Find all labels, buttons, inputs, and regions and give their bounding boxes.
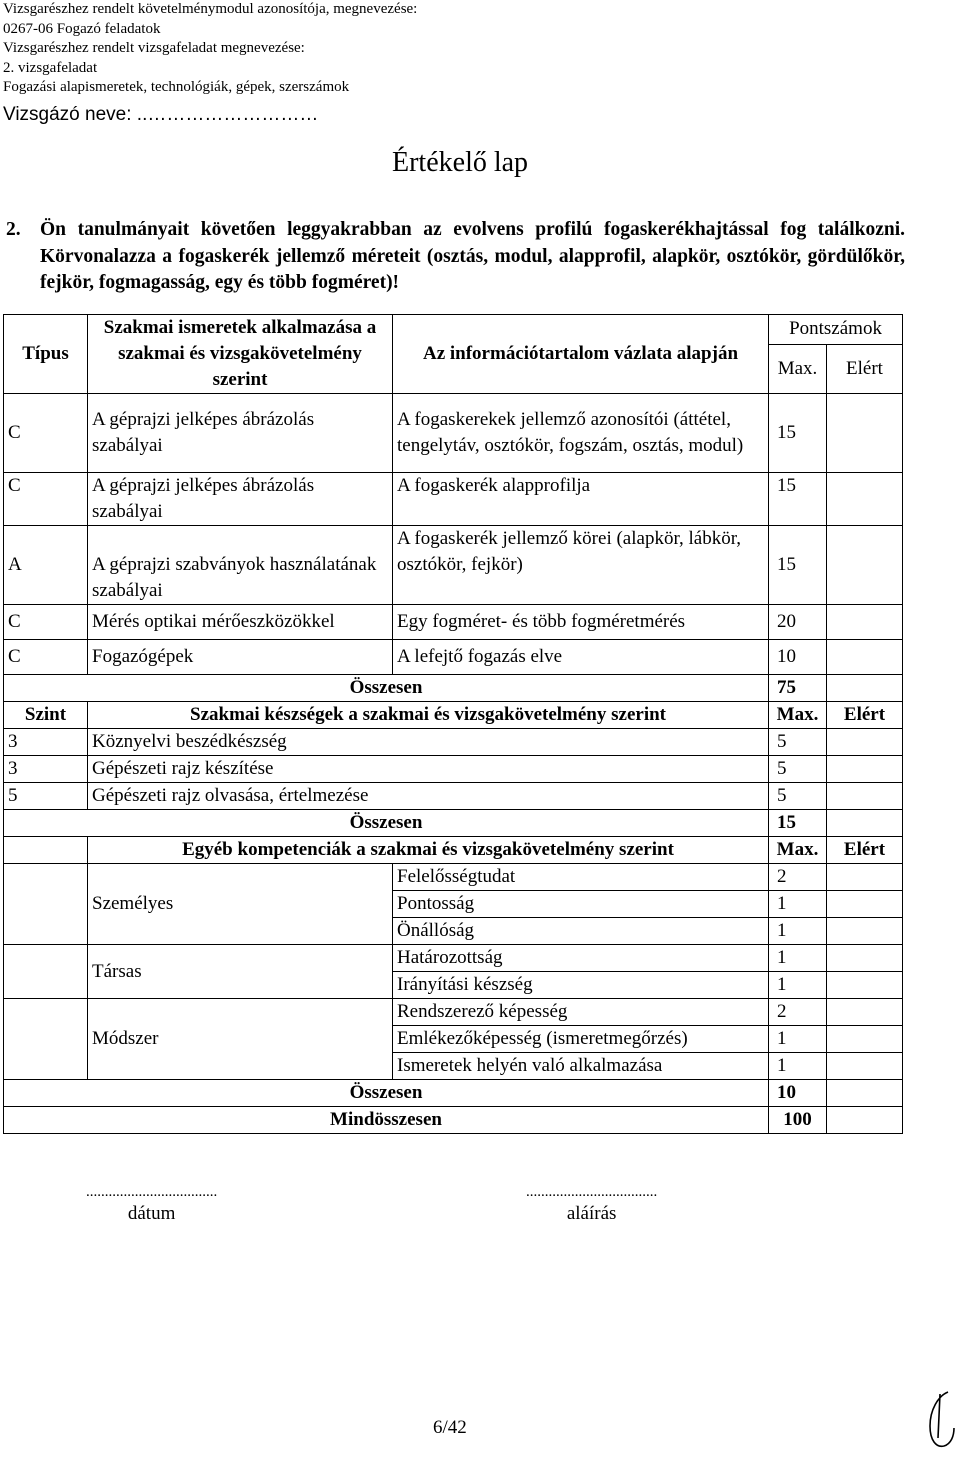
col-header-achieved: Elért xyxy=(827,702,903,729)
skill-max: 5 xyxy=(769,756,827,783)
total-achieved[interactable] xyxy=(827,810,903,837)
row-knowledge: Mérés optikai mérőeszközökkel xyxy=(88,605,393,640)
row-achieved[interactable] xyxy=(827,394,903,473)
row-max: 20 xyxy=(769,605,827,640)
row-knowledge: A géprajzi jelképes ábrázolás szabályai xyxy=(88,394,393,473)
skill-name: Köznyelvi beszédkészség xyxy=(88,729,769,756)
row-info: A fogaskerék alapprofilja xyxy=(393,473,769,526)
competency-max: 1 xyxy=(769,1026,827,1053)
row-max: 15 xyxy=(769,526,827,605)
empty-cell xyxy=(4,837,88,864)
task-number: 2. xyxy=(6,219,21,240)
total-label: Összesen xyxy=(4,675,769,702)
competencies-title: Egyéb kompetenciák a szakmai és vizsgakövetelmény szerint xyxy=(88,837,769,864)
total-row xyxy=(4,810,903,837)
signature-line: ................................... xyxy=(526,1184,658,1200)
competency-achieved[interactable] xyxy=(827,972,903,999)
competency-achieved[interactable] xyxy=(827,1053,903,1080)
header-line: Vizsgarészhez rendelt követelménymodul azonosítója, megnevezése: xyxy=(3,1,418,17)
empty-cell xyxy=(4,999,88,1080)
row-info: A fogaskerekek jellemző azonosítói (áttétel, tengelytáv, osztókör, fogszám, osztás, modul) xyxy=(393,394,769,473)
date-line: ................................... xyxy=(86,1184,218,1200)
table-row xyxy=(4,864,903,891)
skill-max: 5 xyxy=(769,783,827,810)
competency-achieved[interactable] xyxy=(827,1026,903,1053)
row-info: Egy fogméret- és több fogméretmérés xyxy=(393,605,769,640)
total-max: 15 xyxy=(769,810,827,837)
table-row xyxy=(4,526,903,605)
row-type: A xyxy=(4,526,88,605)
document-header xyxy=(3,0,417,98)
grand-total-row xyxy=(4,1107,903,1134)
header-line: Vizsgarészhez rendelt vizsgafeladat megnevezése: xyxy=(3,40,305,56)
competency-name: Ismeretek helyén való alkalmazása xyxy=(393,1053,769,1080)
competency-name: Önállóság xyxy=(393,918,769,945)
col-header-max: Max. xyxy=(769,702,827,729)
competency-name: Határozottság xyxy=(393,945,769,972)
competency-group: Társas xyxy=(88,945,393,999)
date-label: dátum xyxy=(127,1203,176,1224)
table-row xyxy=(4,783,903,810)
competency-max: 1 xyxy=(769,945,827,972)
competency-name: Pontosság xyxy=(393,891,769,918)
total-max: 10 xyxy=(769,1080,827,1107)
competency-name: Emlékezőképesség (ismeretmegőrzés) xyxy=(393,1026,769,1053)
competency-max: 1 xyxy=(769,891,827,918)
skill-level: 5 xyxy=(4,783,88,810)
total-row xyxy=(4,1080,903,1107)
skills-title: Szakmai készségek a szakmai és vizsgakövetelmény szerint xyxy=(88,702,769,729)
signature-block xyxy=(526,1184,657,1225)
date-signature-block xyxy=(86,1184,217,1225)
skill-achieved[interactable] xyxy=(827,783,903,810)
col-header-level: Szint xyxy=(4,702,88,729)
table-row xyxy=(4,756,903,783)
row-type: C xyxy=(4,394,88,473)
col-header-knowledge: Szakmai ismeretek alkalmazása a szakmai és vizsgakövetelmény szerint xyxy=(88,315,393,394)
competency-max: 2 xyxy=(769,864,827,891)
table-row xyxy=(4,945,903,972)
competency-max: 2 xyxy=(769,999,827,1026)
row-knowledge: A géprajzi jelképes ábrázolás szabályai xyxy=(88,473,393,526)
row-type: C xyxy=(4,640,88,675)
table-row xyxy=(4,605,903,640)
row-achieved[interactable] xyxy=(827,605,903,640)
evaluation-table xyxy=(3,314,903,1134)
total-achieved[interactable] xyxy=(827,675,903,702)
skills-header-row xyxy=(4,702,903,729)
skill-name: Gépészeti rajz olvasása, értelmezése xyxy=(88,783,769,810)
row-achieved[interactable] xyxy=(827,640,903,675)
table-row xyxy=(4,999,903,1026)
competency-achieved[interactable] xyxy=(827,999,903,1026)
task-description xyxy=(6,217,905,297)
competency-group: Módszer xyxy=(88,999,393,1080)
competency-max: 1 xyxy=(769,972,827,999)
table-row xyxy=(4,640,903,675)
table-row xyxy=(4,473,903,526)
table-row xyxy=(4,394,903,473)
competencies-header-row xyxy=(4,837,903,864)
competency-name: Irányítási készség xyxy=(393,972,769,999)
total-label: Összesen xyxy=(4,1080,769,1107)
competency-achieved[interactable] xyxy=(827,945,903,972)
row-achieved[interactable] xyxy=(827,473,903,526)
row-info: A lefejtő fogazás elve xyxy=(393,640,769,675)
competency-achieved[interactable] xyxy=(827,864,903,891)
empty-cell xyxy=(4,945,88,999)
signature-label: aláírás xyxy=(566,1203,617,1224)
total-max: 75 xyxy=(769,675,827,702)
table-header-row xyxy=(4,315,903,345)
grand-total-label: Mindösszesen xyxy=(4,1107,769,1134)
skill-achieved[interactable] xyxy=(827,729,903,756)
skill-level: 3 xyxy=(4,729,88,756)
handwritten-mark-icon xyxy=(924,1388,958,1454)
total-row xyxy=(4,675,903,702)
row-max: 10 xyxy=(769,640,827,675)
row-info: A fogaskerék jellemző körei (alapkör, lábkör, osztókör, fejkör) xyxy=(393,526,769,605)
competency-name: Rendszerező képesség xyxy=(393,999,769,1026)
total-label: Összesen xyxy=(4,810,769,837)
row-type: C xyxy=(4,473,88,526)
skill-achieved[interactable] xyxy=(827,756,903,783)
row-achieved[interactable] xyxy=(827,526,903,605)
skill-name: Gépészeti rajz készítése xyxy=(88,756,769,783)
col-header-achieved: Elért xyxy=(827,837,903,864)
col-header-max: Max. xyxy=(769,837,827,864)
row-type: C xyxy=(4,605,88,640)
competency-max: 1 xyxy=(769,918,827,945)
competency-achieved[interactable] xyxy=(827,918,903,945)
grand-total-achieved[interactable] xyxy=(827,1107,903,1134)
competency-achieved[interactable] xyxy=(827,891,903,918)
total-achieved[interactable] xyxy=(827,1080,903,1107)
competency-group: Személyes xyxy=(88,864,393,945)
row-knowledge: A géprajzi szabványok használatának szabályai xyxy=(88,526,393,605)
table-row xyxy=(4,729,903,756)
col-header-points: Pontszámok xyxy=(769,315,903,345)
header-line: 2. vizsgafeladat xyxy=(3,59,98,76)
row-knowledge: Fogazógépek xyxy=(88,640,393,675)
page-number: 6/42 xyxy=(433,1417,467,1438)
grand-total-max: 100 xyxy=(769,1107,827,1134)
task-text: Ön tanulmányait követően leggyakrabban az evolvens profilú fogaskerékhajtással fog találkozni. Körvonalazza a fogaskerék jellemző méreteit (osztás, modul, alapprofil, alapkör, osztókör, gördülőkör, fejkör, fogmagasság, egy és több fogméret)! xyxy=(40,219,905,293)
skill-level: 3 xyxy=(4,756,88,783)
row-max: 15 xyxy=(769,394,827,473)
col-header-type: Típus xyxy=(4,315,88,394)
competency-max: 1 xyxy=(769,1053,827,1080)
competency-name: Felelősségtudat xyxy=(393,864,769,891)
col-header-info: Az információtartalom vázlata alapján xyxy=(393,315,769,394)
examinee-name-label: Vizsgázó neve: ..……………………… xyxy=(3,104,319,125)
skill-max: 5 xyxy=(769,729,827,756)
col-header-achieved: Elért xyxy=(827,344,903,393)
empty-cell xyxy=(4,864,88,945)
header-line: Fogazási alapismeretek, technológiák, gépek, szerszámok xyxy=(3,79,350,95)
page-title: Értékelő lap xyxy=(392,147,529,178)
row-max: 15 xyxy=(769,473,827,526)
col-header-max: Max. xyxy=(769,344,827,393)
header-line: 0267-06 Fogazó feladatok xyxy=(3,20,161,37)
